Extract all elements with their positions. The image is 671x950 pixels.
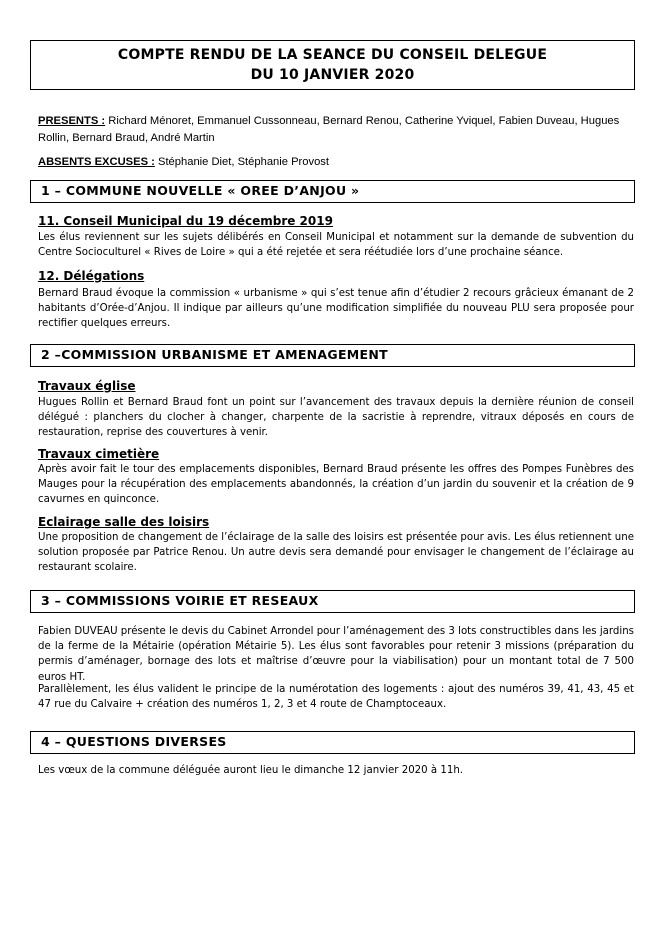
presents-paragraph (38, 113, 638, 146)
s2-sub1-title: Travaux église (38, 379, 136, 393)
presents-text: Richard Ménoret, Emmanuel Cussonneau, Bernard Renou, Catherine Yviquel, Fabien Duveau, Hugues Rollin, Bernard Braud, André Martin (38, 115, 620, 144)
s3-paragraph-2: Parallèlement, les élus valident le principe de la numérotation des logements : ajout des numéros 39, 41, 43, 45 et 47 rue du Calvaire + création des numéros 1, 2, 3 et 4 route de Champtoceaux. (38, 684, 634, 711)
s1-sub2-title: 12. Délégations (38, 269, 145, 283)
presents-label: PRESENTS : (38, 115, 106, 127)
section-2-heading: 2 –COMMISSION URBANISME ET AMENAGEMENT (30, 344, 635, 367)
title-line-2: DU 10 JANVIER 2020 (250, 67, 415, 83)
s1-sub1-text: Les élus reviennent sur les sujets délibérés en Conseil Municipal et notamment sur la demande de subvention du Centre Socioculturel « Rives de Loire » qui a été rejetée et sera réétudiée lors d’une prochaine séance. (38, 232, 634, 259)
s2-sub2-text: Après avoir fait le tour des emplacements disponibles, Bernard Braud présente les offres des Pompes Funèbres des Mauges pour la récupération des emplacements abandonnés, la création d’un jardin du souvenir et la création de 9 cavurnes en quinconce. (38, 464, 634, 506)
s3-paragraph-1: Fabien DUVEAU présente le devis du Cabinet Arrondel pour l’aménagement des 3 lots constructibles dans les jardins de la ferme de la Métairie (opération Métairie 5). Les élus sont favorables pour retenir 3 missions (préparation du permis d’aménager, bornage des lots et maîtrise d’œuvre pour la viabilisation) pour un montant total de 7 500 euros HT. (38, 626, 634, 683)
s2-sub3-title: Eclairage salle des loisirs (38, 515, 210, 529)
s1-sub1-title: 11. Conseil Municipal du 19 décembre 2019 (38, 214, 333, 228)
s1-sub2-text: Bernard Braud évoque la commission « urbanisme » qui s’est tenue afin d’étudier 2 recours grâcieux émanant de 2 habitants d’Orée-d’Anjou. Il indique par ailleurs qu’une modification simplifiée du nouveau PLU sera proposée pour rectifier quelques erreurs. (38, 288, 634, 330)
s2-sub2-title: Travaux cimetière (38, 447, 160, 461)
absents-text: Stéphanie Diet, Stéphanie Provost (154, 156, 330, 168)
s2-sub1-text: Hugues Rollin et Bernard Braud font un point sur l’avancement des travaux depuis la dernière réunion de conseil délégué : planchers du clocher à changer, charpente de la sacristie à reprendre, vitraux déposés en cours de restauration, reprise des couvertures à venir. (38, 397, 634, 439)
section-3-heading: 3 – COMMISSIONS VOIRIE ET RESEAUX (30, 590, 635, 613)
title-box (30, 40, 635, 90)
absents-label: ABSENTS EXCUSES : (38, 156, 155, 168)
section-1-heading: 1 – COMMUNE NOUVELLE « OREE D’ANJOU » (30, 180, 635, 203)
s4-paragraph-1: Les vœux de la commune déléguée auront lieu le dimanche 12 janvier 2020 à 11h. (38, 765, 464, 776)
section-4-heading: 4 – QUESTIONS DIVERSES (30, 731, 635, 754)
absents-paragraph (38, 154, 638, 171)
s2-sub3-text: Une proposition de changement de l’éclairage de la salle des loisirs est présentée pour avis. Les élus retiennent une solution proposée par Patrice Renou. Un autre devis sera demandé pour envisager le changement de l’éclairage au restaurant scolaire. (38, 532, 634, 574)
title-line-1: COMPTE RENDU DE LA SEANCE DU CONSEIL DELEGUE (117, 47, 548, 63)
